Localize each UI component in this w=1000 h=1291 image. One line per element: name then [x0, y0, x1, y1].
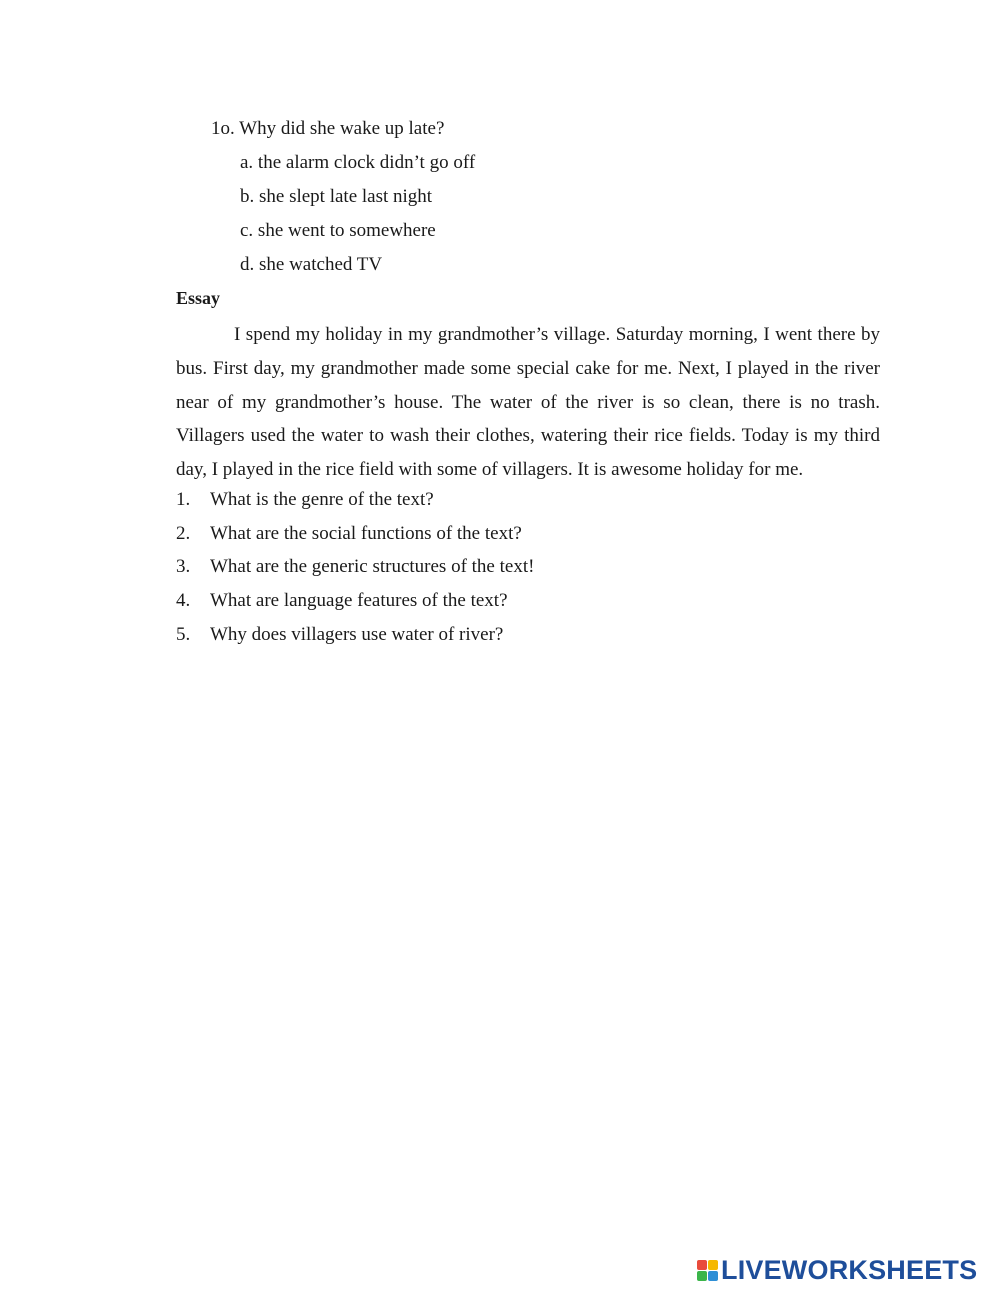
option-c: c. she went to somewhere: [240, 220, 436, 241]
question-number: 2.: [176, 522, 191, 544]
question-text: What is the genre of the text?: [210, 489, 434, 510]
question-text: What are language features of the text?: [210, 590, 508, 612]
logo-mark-icon: [697, 1260, 718, 1281]
question-text: Why does villagers use water of river?: [210, 623, 504, 645]
question-title: 1o. Why did she wake up late?: [211, 118, 445, 139]
question-number: 5.: [176, 623, 191, 645]
question-text: What are the generic structures of the text!: [210, 556, 535, 578]
essay-questions: [176, 487, 534, 655]
question-number: 1.: [176, 489, 191, 510]
option-a: a. the alarm clock didn’t go off: [240, 152, 476, 173]
logo-square-yellow: [708, 1260, 718, 1270]
essay-question-5: [176, 622, 534, 656]
option-d: d. she watched TV: [240, 254, 383, 275]
essay-question-2: [176, 521, 534, 555]
logo-square-red: [697, 1260, 707, 1270]
liveworksheets-logo[interactable]: [697, 1255, 977, 1285]
essay-question-3: [176, 554, 534, 588]
essay-question-4: [176, 588, 534, 622]
logo-text: LIVEWORKSHEETS: [721, 1255, 978, 1285]
essay-question-1: [176, 487, 534, 521]
answer-options: [240, 150, 475, 286]
question-number: 4.: [176, 590, 191, 612]
logo-square-blue: [708, 1271, 718, 1281]
essay-paragraph: I spend my holiday in my grandmother’s village. Saturday morning, I went there by bus. First day, my grandmother made some special cake for me. Next, I played in the river near of my grandmother’s house. The water of the river is so clean, there is no trash. Villagers used the water to wash their clothes, watering their rice fields. Today is my third day, I played in the rice field with some of villagers. It is awesome holiday for me.: [176, 324, 880, 481]
essay-heading: Essay: [176, 288, 221, 308]
option-b: b. she slept late last night: [240, 186, 433, 207]
question-text: What are the social functions of the text?: [210, 522, 522, 544]
question-number: 3.: [176, 556, 191, 578]
logo-square-green: [697, 1271, 707, 1281]
